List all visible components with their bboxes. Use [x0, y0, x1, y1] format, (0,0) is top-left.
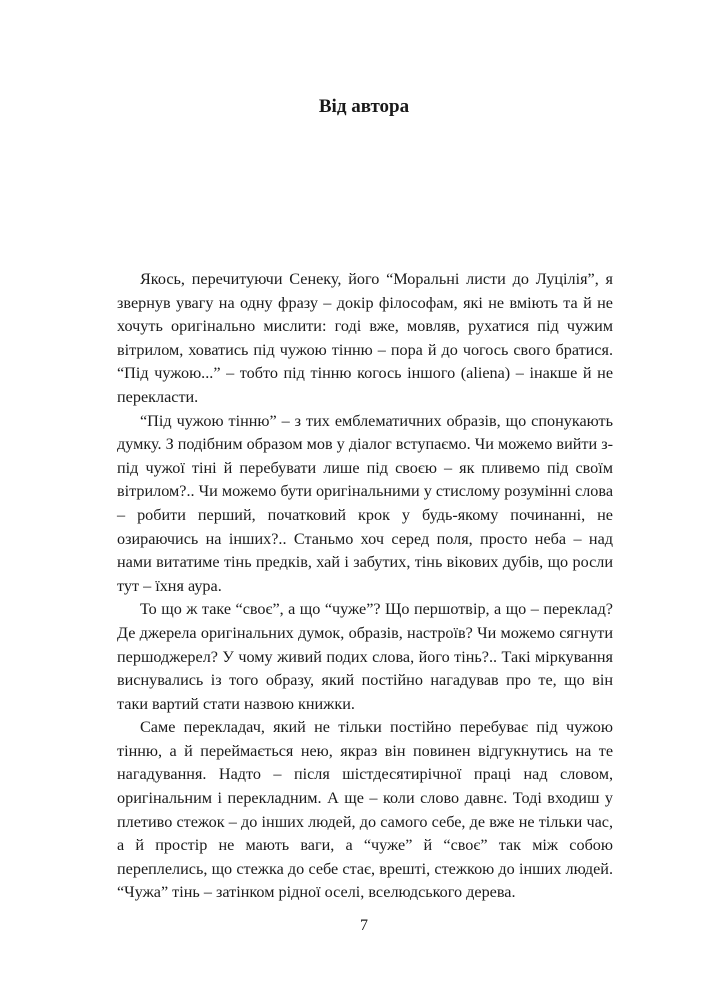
paragraph-4: Саме перекладач, який не тільки постійно перебуває під чужою тінню, а й переймається нею, якраз він повинен відгукнутись на те нагадування. Надто – після шістдесятирічної праці над словом, оригінальним і перекладним. А ще – коли слово давнє. Тоді входиш у плетиво стежок – до інших людей, до самого себе, де вже не тільки час, а й простір не мають ваги, а “чуже” й “своє” так між собою переплелись, що стежка до себе стає, врешті, стежкою до інших людей. “Чужа” тінь – затінком рідної оселі, вселюдського дерева. — [117, 718, 613, 902]
page-title: Від автора — [318, 96, 410, 117]
paragraph-1: Якось, перечитуючи Сенеку, його “Моральні листи до Луцілія”, я звернув увагу на одну фразу – докір філософам, які не вміють та й не хочуть оригінально мислити: годі вже, мовляв, рухатися під чужим вітрилом, ховатись під чужою тінню – пора й до чогось свого братися. “Під чужою...” – тобто під тінню когось іншого (aliena) – інакше й не перекласти. — [117, 270, 613, 406]
page-number: 7 — [360, 917, 368, 934]
body-text — [117, 268, 613, 905]
paragraph-2: “Під чужою тінню” – з тих емблематичних образів, що спонукають думку. З подібним образом мов у діалог вступаємо. Чи можемо вийти з-під чужої тіні й перебувати лише під своєю – як пливемо під своїм вітрилом?.. Чи можемо бути оригінальними у стислому розумінні слова – робити перший, початковий крок у будь-якому починанні, не озираючись на інших?.. Станьмо хоч серед поля, просто неба – над нами витатиме тінь предків, хай і забутих, тінь вікових дубів, що росли тут – їхня аура. — [117, 411, 613, 595]
paragraph-3: То що ж таке “своє”, а що “чуже”? Що першотвір, а що – переклад? Де джерела оригінальних думок, образів, настроїв? Чи можемо сягнути першоджерел? У чому живий подих слова, його тінь?.. Такі міркування виснувались із того образу, який постійно нагадував про те, що він таки вартий стати назвою книжки. — [117, 600, 613, 713]
